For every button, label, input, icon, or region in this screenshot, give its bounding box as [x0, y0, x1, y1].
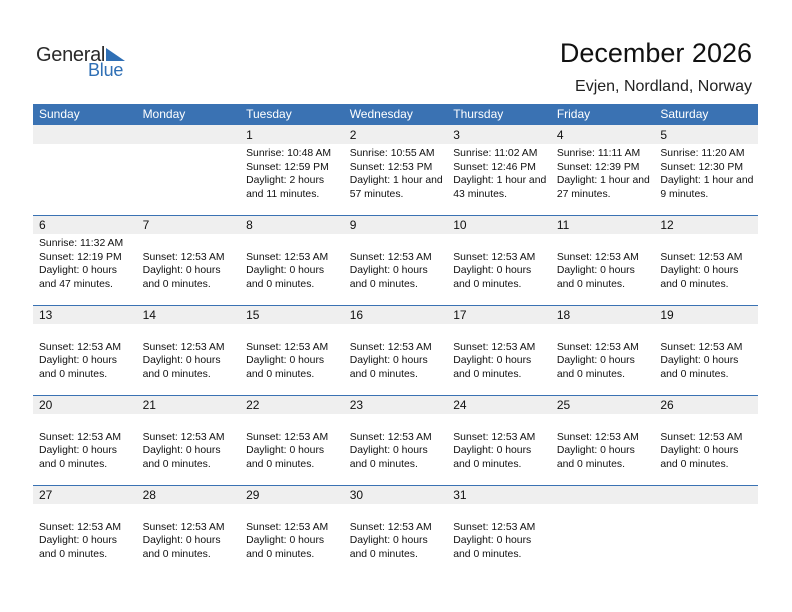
sunset-time: Sunset: 12:53 AM	[246, 431, 329, 443]
day-number: 25	[556, 398, 571, 412]
daylight-duration: and 0 minutes.	[556, 458, 625, 470]
day-cell	[344, 215, 448, 305]
day-number: 12	[660, 218, 674, 232]
daylight-duration: and 0 minutes.	[660, 458, 729, 470]
day-number: 2	[349, 128, 357, 142]
daylight-duration: and 0 minutes.	[142, 278, 211, 290]
daylight-duration: and 0 minutes.	[453, 458, 522, 470]
day-cell	[33, 395, 137, 485]
day-cell	[447, 395, 551, 485]
day-cell	[240, 395, 344, 485]
day-sun-info	[246, 251, 344, 292]
day-cell	[654, 125, 758, 215]
empty-day-cell	[33, 125, 137, 215]
day-cell	[551, 215, 655, 305]
logo-text-blue: Blue	[88, 60, 124, 80]
calendar-week	[33, 485, 758, 575]
day-sun-info	[557, 341, 655, 382]
daylight-duration: Daylight: 0 hours	[39, 535, 117, 547]
day-sun-info	[453, 147, 551, 201]
location-subtitle: Evjen, Nordland, Norway	[575, 78, 752, 95]
day-cell	[447, 305, 551, 395]
daylight-duration: Daylight: 0 hours	[246, 265, 325, 277]
daylight-duration: Daylight: 1 hour and	[453, 175, 547, 187]
day-cell	[240, 305, 344, 395]
day-cell	[447, 125, 551, 215]
day-number: 26	[660, 398, 674, 412]
day-cell	[447, 485, 551, 575]
day-number: 10	[453, 218, 467, 232]
day-number: 11	[556, 218, 570, 232]
sunset-time: Sunset: 12:53 AM	[142, 431, 225, 443]
sunrise-time: Sunrise: 11:32 AM	[39, 238, 124, 249]
day-sun-info	[660, 147, 758, 201]
weekday-wednesday: Wednesday	[349, 107, 413, 121]
day-cell	[344, 395, 448, 485]
sunset-time: Sunset: 12:53 AM	[246, 521, 329, 533]
daylight-duration: Daylight: 0 hours	[142, 445, 221, 457]
sunset-time: Sunset: 12:53 AM	[556, 251, 639, 263]
daylight-duration: and 0 minutes.	[349, 458, 418, 470]
day-sun-info	[660, 341, 758, 382]
daylight-duration: Daylight: 0 hours	[39, 445, 117, 457]
daylight-duration: and 0 minutes.	[142, 548, 211, 560]
sunset-time: Sunset: 12:53 AM	[349, 431, 432, 443]
sunrise-time: Sunrise: 10:48 AM	[246, 148, 332, 159]
sunset-time: Sunset: 12:53 AM	[453, 251, 536, 263]
day-sun-info	[143, 521, 241, 562]
weekday-friday: Friday	[556, 107, 591, 121]
sunset-time: Sunset: 12:46 PM	[453, 161, 536, 173]
daylight-duration: and 0 minutes.	[453, 548, 522, 560]
day-number: 30	[349, 488, 364, 502]
daylight-duration: Daylight: 0 hours	[660, 265, 739, 277]
empty-day-cell	[137, 125, 241, 215]
daylight-duration: and 0 minutes.	[453, 368, 522, 380]
daylight-duration: and 0 minutes.	[556, 278, 625, 290]
week-cells	[33, 485, 758, 575]
daylight-duration: and 0 minutes.	[39, 368, 108, 380]
day-sun-info	[453, 251, 551, 292]
daylight-duration: and 0 minutes.	[660, 368, 729, 380]
day-number: 8	[246, 218, 253, 232]
day-sun-info	[557, 251, 655, 292]
daylight-duration: Daylight: 0 hours	[556, 445, 635, 457]
daylight-duration: Daylight: 0 hours	[453, 355, 532, 367]
day-sun-info	[660, 431, 758, 472]
day-number: 27	[39, 488, 53, 502]
sunset-time: Sunset: 12:53 AM	[660, 431, 743, 443]
day-sun-info	[350, 431, 448, 472]
daylight-duration: and 11 minutes.	[246, 188, 320, 200]
day-number: 22	[246, 398, 260, 412]
day-cell	[551, 305, 655, 395]
sunset-time: Sunset: 12:53 AM	[246, 341, 329, 353]
day-cell	[137, 305, 241, 395]
day-sun-info	[39, 521, 137, 562]
daylight-duration: and 0 minutes.	[142, 458, 211, 470]
weekday-thursday: Thursday	[453, 107, 504, 121]
day-sun-info	[350, 341, 448, 382]
day-number: 7	[142, 218, 150, 232]
week-cells	[33, 125, 758, 215]
calendar-week	[33, 125, 758, 215]
weekday-sunday: Sunday	[39, 107, 80, 121]
daylight-duration: Daylight: 0 hours	[39, 355, 117, 367]
daylight-duration: Daylight: 0 hours	[246, 445, 325, 457]
day-sun-info	[557, 431, 655, 472]
day-cell	[33, 305, 137, 395]
brand-logo	[36, 44, 136, 80]
day-cell	[240, 485, 344, 575]
sunrise-time: Sunrise: 11:20 AM	[660, 148, 745, 159]
page-title: December 2026	[559, 38, 752, 68]
sunset-time: Sunset: 12:53 AM	[142, 341, 225, 353]
day-cell	[240, 125, 344, 215]
daylight-duration: and 0 minutes.	[660, 278, 729, 290]
day-number: 18	[556, 308, 571, 322]
daylight-duration: Daylight: 1 hour and	[660, 175, 754, 187]
day-sun-info	[557, 147, 655, 201]
daylight-duration: and 0 minutes.	[349, 278, 418, 290]
daylight-duration: Daylight: 0 hours	[349, 445, 428, 457]
day-number: 6	[39, 218, 46, 232]
sunset-time: Sunset: 12:53 AM	[453, 341, 536, 353]
daylight-duration: Daylight: 0 hours	[39, 265, 117, 277]
daylight-duration: Daylight: 0 hours	[349, 535, 428, 547]
sunset-time: Sunset: 12:39 PM	[556, 161, 640, 173]
day-number: 4	[556, 128, 564, 142]
sunset-time: Sunset: 12:53 AM	[349, 251, 432, 263]
daylight-duration: 57 minutes.	[349, 188, 404, 200]
sunrise-time: Sunrise: 10:55 AM	[349, 148, 435, 159]
weekday-header-row	[33, 104, 758, 125]
day-cell	[654, 395, 758, 485]
day-cell	[551, 125, 655, 215]
daylight-duration: Daylight: 0 hours	[660, 445, 739, 457]
day-sun-info	[246, 147, 344, 201]
day-number: 24	[453, 398, 467, 412]
daylight-duration: Daylight: 0 hours	[349, 265, 428, 277]
day-number: 13	[39, 308, 53, 322]
daylight-duration: and 0 minutes.	[142, 368, 211, 380]
day-sun-info	[39, 237, 137, 291]
weekday-tuesday: Tuesday	[246, 107, 292, 121]
calendar-week	[33, 305, 758, 395]
daylight-duration: and 0 minutes.	[246, 548, 315, 560]
sunset-time: Sunset: 12:53 AM	[453, 431, 536, 443]
day-number: 5	[660, 128, 668, 142]
day-sun-info	[143, 341, 241, 382]
day-sun-info	[453, 521, 551, 562]
day-cell	[654, 215, 758, 305]
daylight-duration: Daylight: 0 hours	[142, 535, 221, 547]
day-cell	[344, 125, 448, 215]
day-number: 1	[246, 128, 253, 142]
logo-text-general: General	[36, 44, 106, 66]
day-sun-info	[246, 521, 344, 562]
daylight-duration: and 0 minutes.	[349, 368, 418, 380]
daylight-duration: and 0 minutes.	[39, 548, 108, 560]
day-sun-info	[246, 341, 344, 382]
daylight-duration: Daylight: 0 hours	[556, 355, 635, 367]
sunrise-time: Sunrise: 11:02 AM	[453, 148, 538, 159]
day-number: 23	[349, 398, 364, 412]
week-cells	[33, 305, 758, 395]
sunset-time: Sunset: 12:30 PM	[660, 161, 743, 173]
day-cell	[33, 485, 137, 575]
daylight-duration: and 0 minutes.	[349, 548, 418, 560]
weeks-container	[33, 125, 758, 575]
daylight-duration: Daylight: 1 hour and	[556, 175, 650, 187]
daylight-duration: Daylight: 0 hours	[453, 445, 532, 457]
day-sun-info	[143, 251, 241, 292]
day-sun-info	[660, 251, 758, 292]
daylight-duration: 43 minutes.	[453, 188, 507, 200]
daylight-duration: and 0 minutes.	[39, 458, 108, 470]
day-sun-info	[143, 431, 241, 472]
daylight-duration: and 0 minutes.	[246, 278, 315, 290]
calendar-grid	[33, 104, 758, 575]
sunset-time: Sunset: 12:53 AM	[660, 341, 743, 353]
weekday-saturday: Saturday	[660, 107, 709, 121]
sunset-time: Sunset: 12:53 AM	[39, 341, 122, 353]
daylight-duration: Daylight: 0 hours	[246, 355, 325, 367]
day-sun-info	[453, 431, 551, 472]
week-cells	[33, 395, 758, 485]
day-cell	[344, 485, 448, 575]
daylight-duration: Daylight: 0 hours	[453, 265, 532, 277]
day-number: 16	[349, 308, 364, 322]
day-number: 31	[453, 488, 467, 502]
day-number: 17	[453, 308, 467, 322]
day-sun-info	[39, 431, 137, 472]
daylight-duration: and 0 minutes.	[556, 368, 625, 380]
daylight-duration: and 0 minutes.	[246, 368, 315, 380]
daylight-duration: Daylight: 0 hours	[142, 265, 221, 277]
sunrise-time: Sunrise: 11:11 AM	[556, 148, 641, 159]
sunset-time: Sunset: 12:53 AM	[349, 521, 432, 533]
day-number: 29	[246, 488, 260, 502]
sunset-time: Sunset: 12:53 AM	[556, 341, 639, 353]
day-cell	[447, 215, 551, 305]
sunset-time: Sunset: 12:53 AM	[142, 251, 225, 263]
day-cell	[137, 215, 241, 305]
day-number: 28	[142, 488, 156, 502]
sunset-time: Sunset: 12:53 AM	[246, 251, 329, 263]
daylight-duration: 27 minutes.	[556, 188, 611, 200]
day-sun-info	[350, 521, 448, 562]
day-number: 3	[453, 128, 460, 142]
sunset-time: Sunset: 12:59 PM	[246, 161, 329, 173]
sunset-time: Sunset: 12:53 AM	[39, 431, 122, 443]
empty-day-cell	[551, 485, 655, 575]
daylight-duration: 9 minutes.	[660, 188, 709, 200]
daylight-duration: and 0 minutes.	[453, 278, 522, 290]
day-sun-info	[350, 251, 448, 292]
day-number: 21	[142, 398, 156, 412]
day-cell	[137, 395, 241, 485]
day-sun-info	[39, 341, 137, 382]
daylight-duration: Daylight: 0 hours	[349, 355, 428, 367]
daylight-duration: Daylight: 0 hours	[246, 535, 325, 547]
calendar-week	[33, 215, 758, 305]
day-cell	[137, 485, 241, 575]
sunset-time: Sunset: 12:53 AM	[556, 431, 639, 443]
day-cell	[344, 305, 448, 395]
daylight-duration: Daylight: 0 hours	[556, 265, 635, 277]
sunset-time: Sunset: 12:53 AM	[142, 521, 225, 533]
daylight-duration: Daylight: 0 hours	[453, 535, 532, 547]
daylight-duration: and 0 minutes.	[246, 458, 315, 470]
day-sun-info	[350, 147, 448, 201]
sunset-time: Sunset: 12:53 PM	[349, 161, 433, 173]
daylight-duration: Daylight: 0 hours	[660, 355, 739, 367]
daylight-duration: Daylight: 2 hours	[246, 175, 325, 187]
day-number: 15	[246, 308, 260, 322]
day-number: 14	[142, 308, 156, 322]
day-number: 19	[660, 308, 674, 322]
sunset-time: Sunset: 12:53 AM	[39, 521, 122, 533]
daylight-duration: Daylight: 1 hour and	[349, 175, 443, 187]
day-cell	[654, 305, 758, 395]
daylight-duration: and 47 minutes.	[39, 278, 113, 290]
sunset-time: Sunset: 12:53 AM	[349, 341, 432, 353]
daylight-duration: Daylight: 0 hours	[142, 355, 221, 367]
day-sun-info	[246, 431, 344, 472]
day-cell	[240, 215, 344, 305]
week-cells	[33, 215, 758, 305]
day-number: 20	[39, 398, 53, 412]
day-cell	[33, 215, 137, 305]
sunset-time: Sunset: 12:19 PM	[39, 251, 122, 263]
weekday-monday: Monday	[142, 107, 186, 121]
day-number: 9	[349, 218, 357, 232]
day-sun-info	[453, 341, 551, 382]
calendar-week	[33, 395, 758, 485]
sunset-time: Sunset: 12:53 AM	[660, 251, 743, 263]
empty-day-cell	[654, 485, 758, 575]
sunset-time: Sunset: 12:53 AM	[453, 521, 536, 533]
day-cell	[551, 395, 655, 485]
